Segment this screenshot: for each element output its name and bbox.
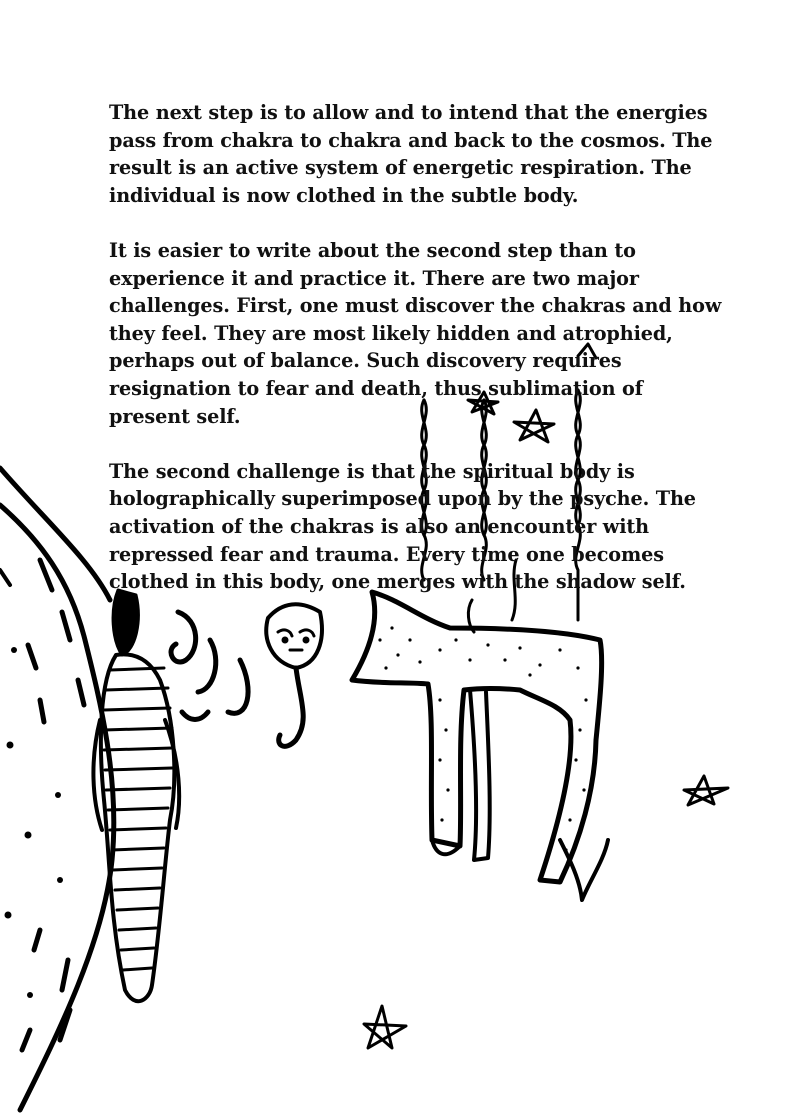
text-line: The second challenge is that the spiritual body is — [109, 459, 635, 483]
text-line: challenges. First, one must discover the chakras and how — [109, 294, 722, 318]
text-line: The next step is to allow and to intend that the energies — [109, 101, 708, 124]
text-line: result is an active system of energetic respiration. The — [109, 156, 692, 180]
paragraph-2 — [109, 237, 722, 430]
paragraph-3 — [109, 458, 709, 596]
mask-face-icon — [266, 604, 322, 746]
text-line: experience it and practice it. There are two major — [109, 266, 639, 290]
text-line: holographically superimposed upon by the psyche. The — [109, 487, 696, 511]
text-line: clothed in this body, one merges with the shadow self. — [109, 570, 686, 594]
text-line: perhaps out of balance. Such discovery requires — [109, 349, 622, 373]
text-line: resignation to fear and death, thus sublimation of — [109, 376, 643, 400]
text-line: activation of the chakras is also an encounter with — [109, 514, 650, 538]
text-line: individual is now clothed in the subtle body. — [109, 183, 579, 207]
text-line: they feel. They are most likely hidden and atrophied, — [109, 321, 673, 345]
body-text — [109, 99, 722, 623]
dotted-creature-icon — [352, 592, 608, 900]
text-line: repressed fear and trauma. Every time one becomes — [109, 542, 664, 566]
striped-hanging-figure-icon — [93, 590, 179, 1001]
text-line: pass from chakra to chakra and back to the cosmos. The — [109, 128, 713, 152]
arc-dashes-icon — [0, 468, 114, 1110]
text-line: present self. — [109, 404, 241, 428]
text-line: It is easier to write about the second step than to — [109, 238, 636, 262]
paragraph-1 — [109, 99, 713, 209]
